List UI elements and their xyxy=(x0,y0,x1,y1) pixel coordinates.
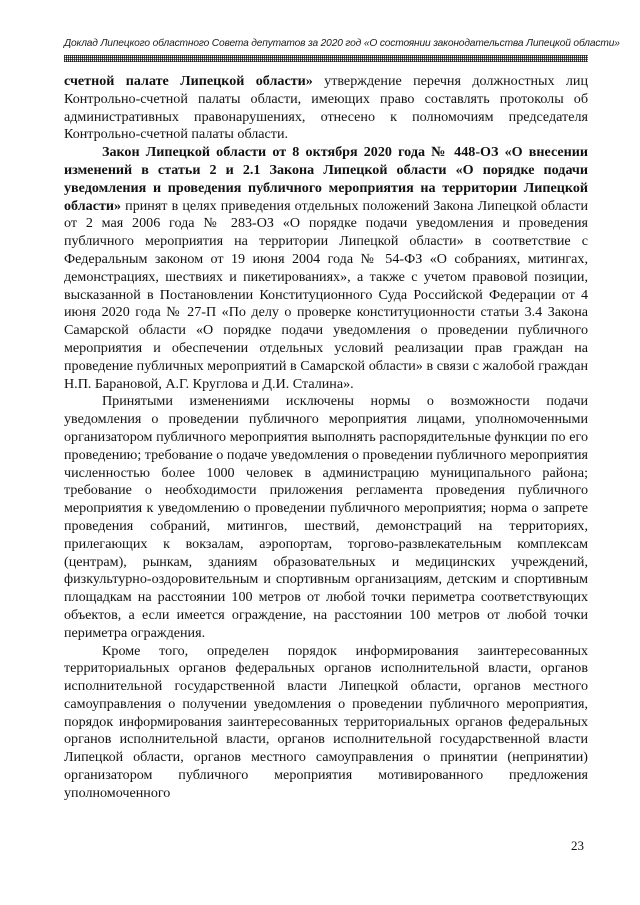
document-body xyxy=(64,73,588,803)
law-title-bold: Закон Липецкой области от 8 октября 2020 года № 448-ОЗ «О внесении изменений в статьи 2 и 2.1 Закона Липецкой области «О порядке подачи уведомления и проведения публичного мероприятия на территории Липецкой области» xyxy=(64,144,588,214)
paragraph-2-text: принят в целях приведения отдельных положений Закона Липецкой области от 2 мая 2006 года № 283-ОЗ «О порядке подачи уведомления и проведения публичного мероприятия на территории Липецкой области» в соответствие с Федеральным законом от 19 июня 2004 года № 54-ФЗ «О собраниях, митингах, демонстрациях, шествиях и пикетированиях», а также с учетом правовой позиции, высказанной в Постановлении Конституционного Суда Российской Федерации от 4 июня 2020 года № 27-П «По делу о проверке конституционности статьи 3.4 Закона Самарской области «О порядке подачи уведомления о проведении публичного мероприятия и обеспечении отдельных условий реализации прав граждан на проведение публичных мероприятий в Самарской области» в связи с жалобой граждан Н.П. Барановой, А.Г. Круглова и Д.И. Сталина». xyxy=(64,197,588,392)
paragraph-2-law-448 xyxy=(64,144,588,393)
paragraph-4-informing xyxy=(64,643,588,803)
page-number: 23 xyxy=(571,838,584,853)
paragraph-3-text: Принятыми изменениями исключены нормы о возможности подачи уведомления о проведении публичного мероприятия лицами, уполномоченными организатором публичного мероприятия выполнять распорядительные функции по его проведению; требование о подаче уведомления о проведении публичного мероприятия численностью более 1000 человек в администрацию муниципального района; требование о необходимости приложения регламента проведения публичного мероприятия к уведомлению о проведении публичного мероприятия; норма о запрете проведения собраний, митингов, шествий, демонстраций на территориях, прилегающих к вокзалам, аэропортам, торгово-развлекательным комплексам (центрам), рынкам, зданиям образовательных и медицинских учреждений, физкультурно-оздоровительным и спортивным организациям, детским и спортивным площадкам на расстоянии 100 метров от любой точки периметра соответствующих объектов, а если имеется ограждение, на расстоянии 100 метров от любой точки периметра ограждения. xyxy=(64,393,588,641)
header-decorative-rule xyxy=(64,55,588,62)
paragraph-3-changes xyxy=(64,393,588,642)
running-header: Доклад Липецкого областного Совета депутатов за 2020 год «О состоянии законодательства Липецкой области» xyxy=(64,38,620,49)
paragraph-1-bold-span: счетной палате Липецкой области» xyxy=(64,73,313,89)
paragraph-4-text: Кроме того, определен порядок информирования заинтересованных территориальных органов федеральных органов исполнительной власти, органов исполнительной государственной власти Липецкой области, органов местного самоуправления о получении уведомления о проведении публичного мероприятия, порядок информирования заинтересованных территориальных органов федеральных органов исполнительной власти, органов исполнительной государственной власти Липецкой области, органов местного самоуправления о принятии (непринятии) организатором публичного мероприятия мотивированного предложения уполномоченного xyxy=(64,642,588,801)
paragraph-1 xyxy=(64,73,588,144)
paragraph-1-text: утверждение перечня должностных лиц Контрольно-счетной палаты области, имеющих право составлять протоколы об административных правонарушениях, отнесено к полномочиям председателя Контрольно-счетной палаты области. xyxy=(64,73,589,143)
